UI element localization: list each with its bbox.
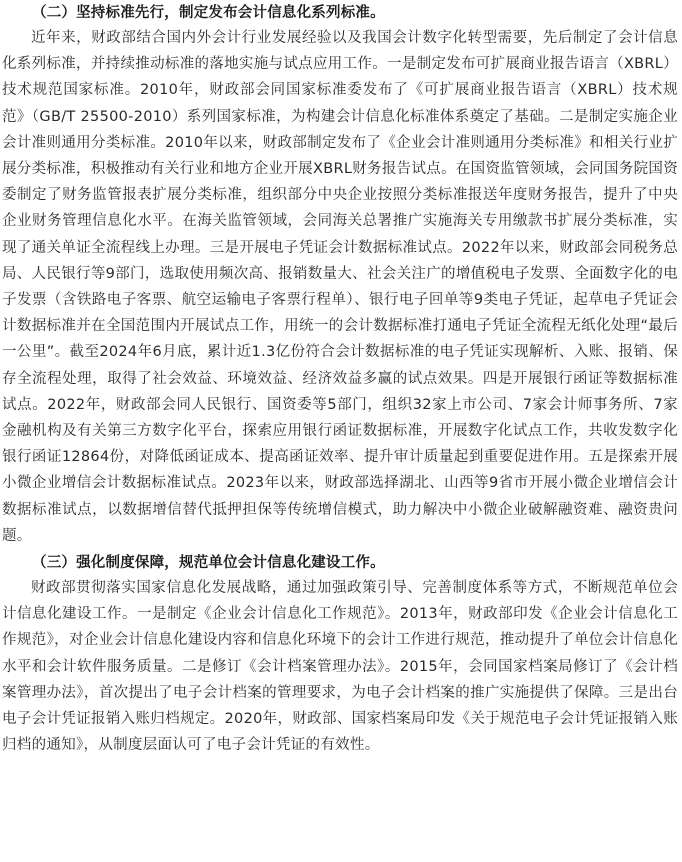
section-heading-institutional-guarantee: （三）强化制度保障，规范单位会计信息化建设工作。	[32, 555, 385, 572]
section-institutional-guarantee	[2, 551, 678, 758]
section-paragraph-standards: 近年来，财政部结合国内外会计行业发展经验以及我国会计数字化转型需要，先后制定了会计信息化系列标准，并持续推动标准的落地实施与试点应用工作。一是制定发布可扩展商业报告语言（XBRL）技术规范国家标准。2010年，财政部会同国家标准委发布了《可扩展商业报告语言（XBRL）技术规范》（GB/T 25500-2010）系列国家标准，为构建会计信息化标准体系奠定了基础。二是制定实施企业会计准则通用分类标准。2010年以来，财政部制定发布了《企业会计准则通用分类标准》和相关行业扩展分类标准，积极推动有关行业和地方企业开展XBRL财务报告试点。在国资监管领域，会同国务院国资委制定了财务监管报表扩展分类标准，组织部分中央企业按照分类标准报送年度财务报告，提升了中央企业财务管理信息化水平。在海关监管领域，会同海关总署推广实施海关专用缴款书扩展分类标准，实现了通关单证全流程线上办理。三是开展电子凭证会计数据标准试点。2022年以来，财政部会同税务总局、人民银行等9部门，选取使用频次高、报销数量大、社会关注广的增值税电子发票、全面数字化的电子发票（含铁路电子客票、航空运输电子客票行程单）、银行电子回单等9类电子凭证，起草电子凭证会计数据标准并在全国范围内开展试点工作，用统一的会计数据标准打通电子凭证全流程无纸化处理“最后一公里”。截至2024年6月底，累计近1.3亿份符合会计数据标准的电子凭证实现解析、入账、报销、保存全流程处理，取得了社会效益、环境效益、经济效益多赢的试点效果。四是开展银行函证等数据标准试点。2022年，财政部会同人民银行、国资委等5部门，组织32家上市公司、7家会计师事务所、7家金融机构及有关第三方数字化平台，探索应用银行函证数据标准，开展数字化试点工作，共收发数字化银行函证12864份，对降低函证成本、提高函证效率、提升审计质量起到重要促进作用。五是探索开展小微企业增信会计数据标准试点。2023年以来，财政部选择湖北、山西等9省市开展小微企业增信会计数据标准试点，以数据增信替代抵押担保等传统增信模式，助力解决中小微企业破解融资难、融资贵问题。	[2, 30, 678, 544]
section-paragraph-institutional-guarantee: 财政部贯彻落实国家信息化发展战略，通过加强政策引导、完善制度体系等方式，不断规范单位会计信息化建设工作。一是制定《企业会计信息化工作规范》。2013年，财政部印发《企业会计信息化工作规范》，对企业会计信息化建设内容和信息化环境下的会计工作进行规范，推动提升了单位会计信息化水平和会计软件服务质量。二是修订《会计档案管理办法》。2015年，会同国家档案局修订了《会计档案管理办法》，首次提出了电子会计档案的管理要求，为电子会计档案的推广实施提供了保障。三是出台电子会计凭证报销入账归档规定。2020年，财政部、国家档案局印发《关于规范电子会计凭证报销入账归档的通知》，从制度层面认可了电子会计凭证的有效性。	[2, 580, 678, 754]
section-standards	[2, 0, 678, 549]
section-heading-standards: （二）坚持标准先行，制定发布会计信息化系列标准。	[32, 5, 385, 21]
